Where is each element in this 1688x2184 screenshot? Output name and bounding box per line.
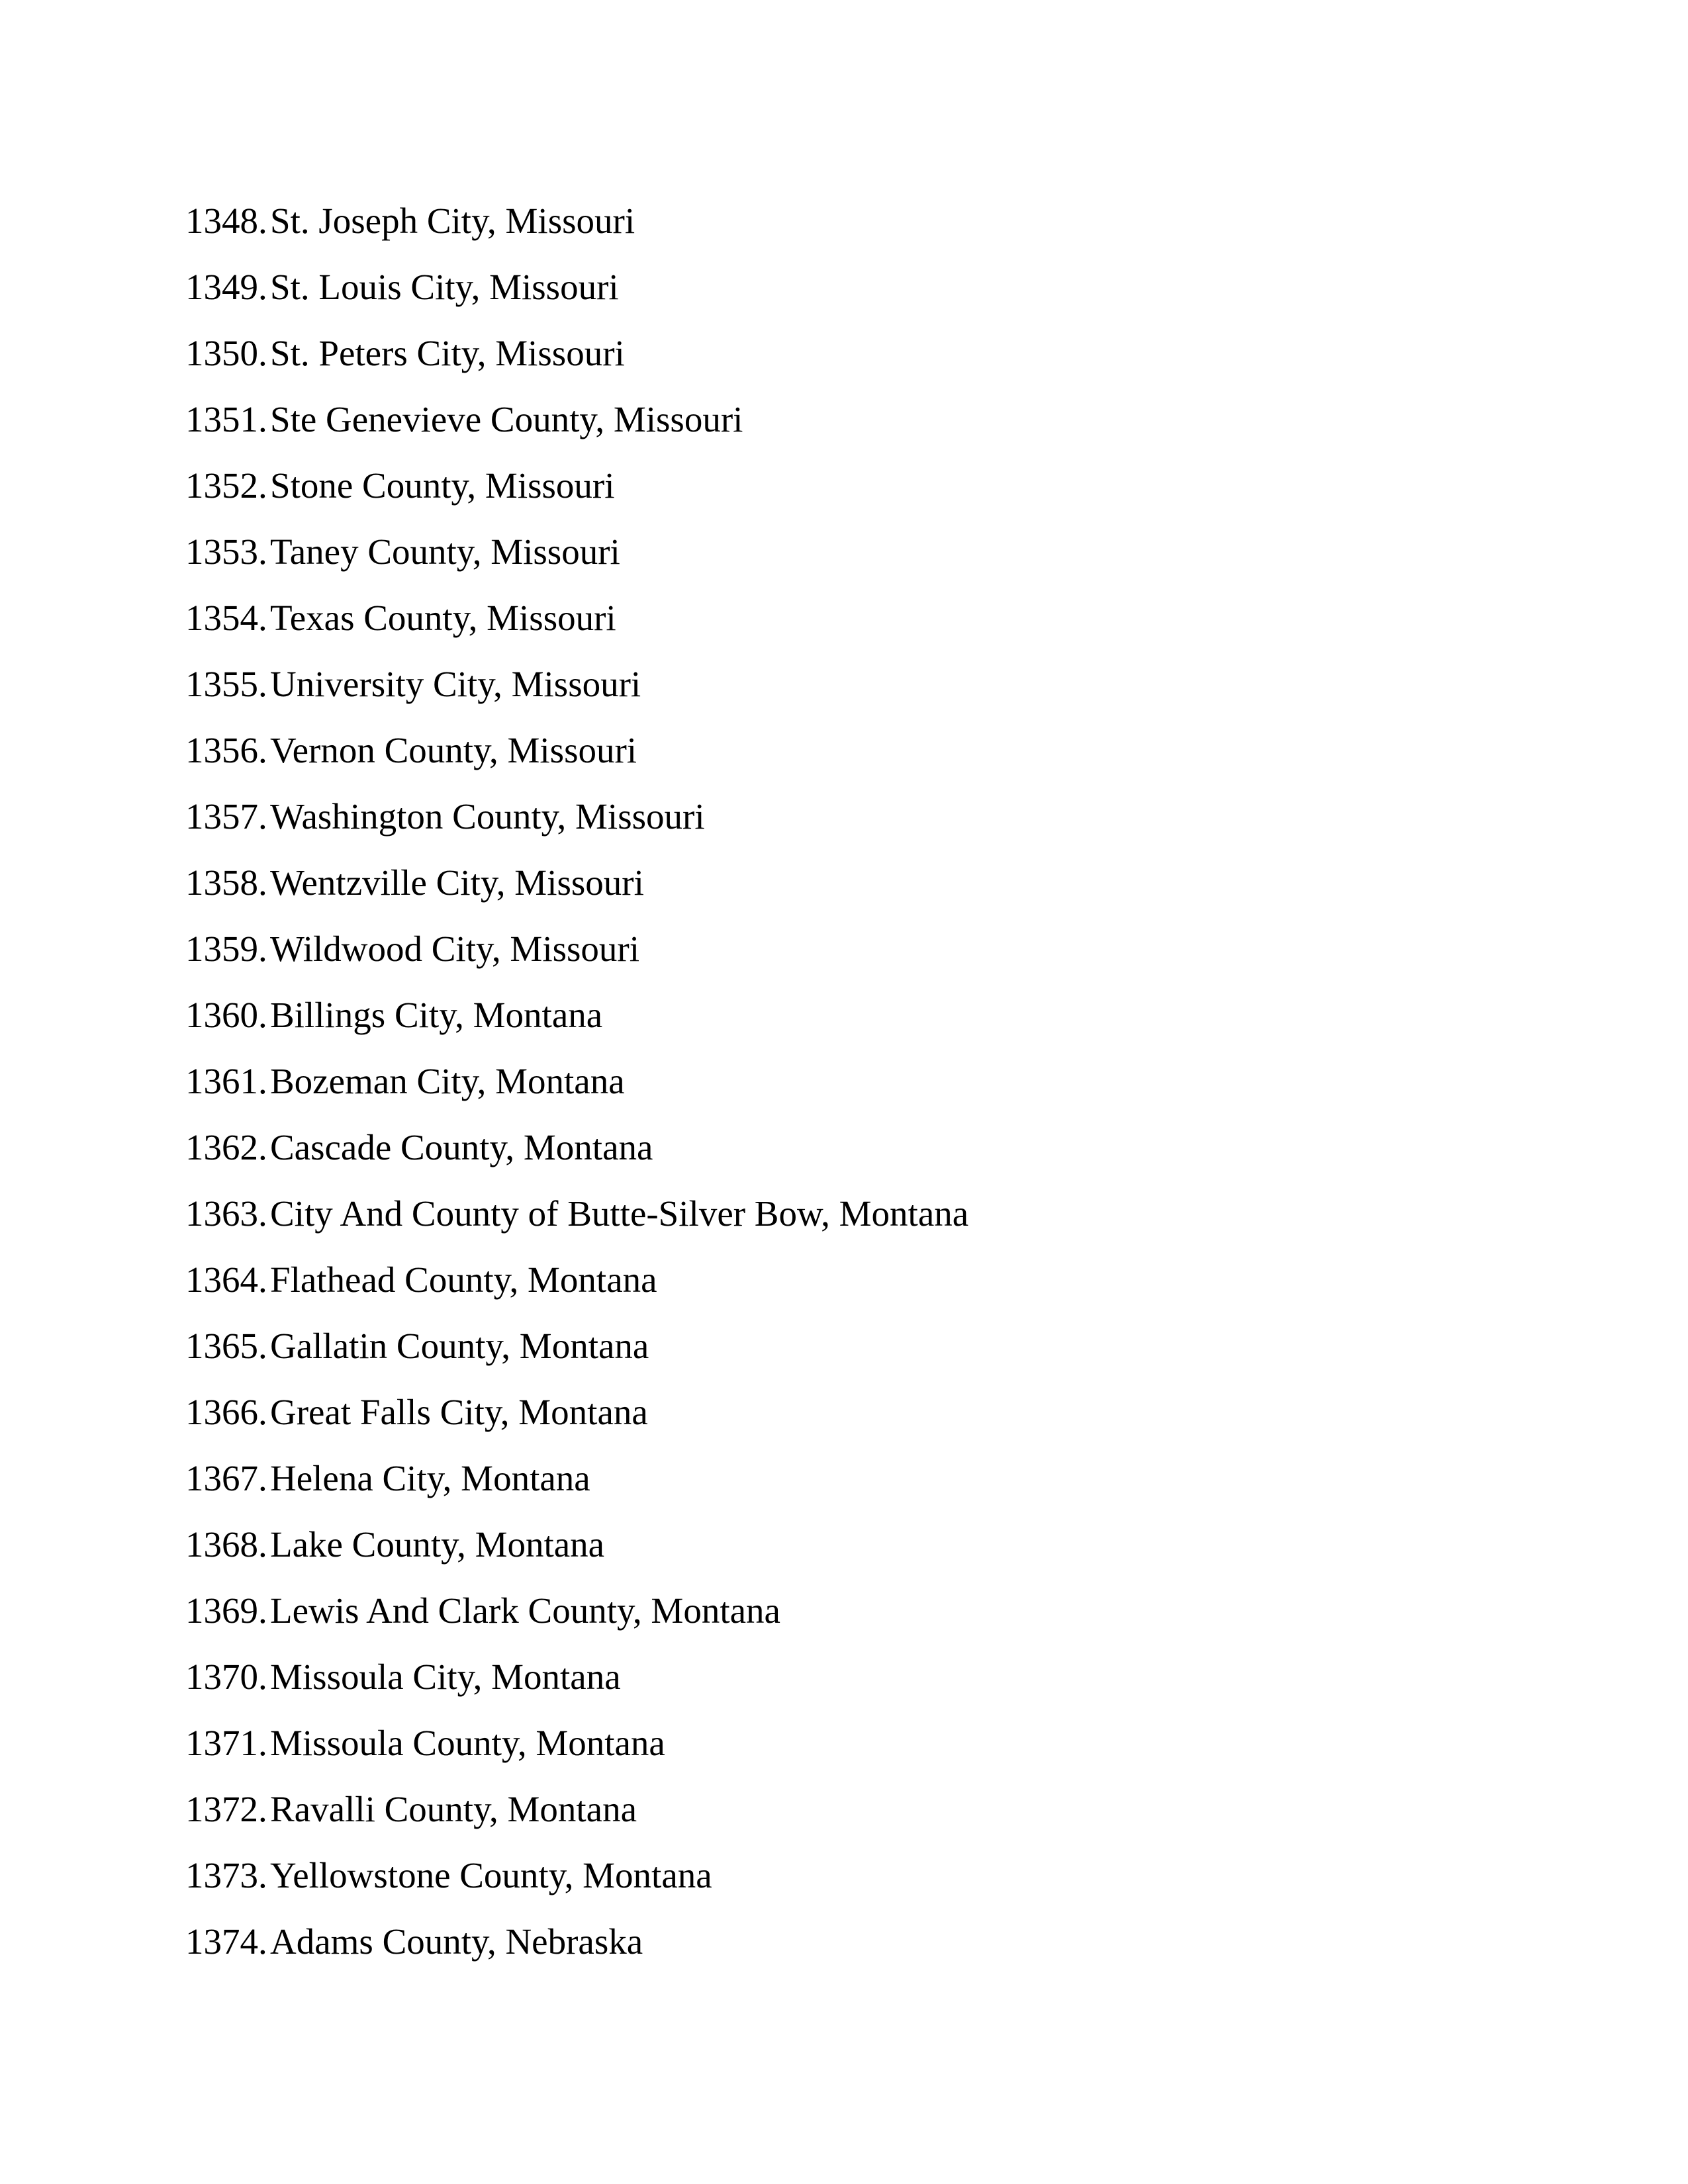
entry-number: 1358. <box>185 862 267 903</box>
entry-number: 1354. <box>185 598 267 638</box>
entry-number: 1351. <box>185 399 267 439</box>
entry-number: 1349. <box>185 267 267 307</box>
list-item <box>185 725 968 791</box>
list-item <box>185 1122 968 1188</box>
entry-text: Ste Genevieve County, Missouri <box>270 399 743 439</box>
entry-text: Helena City, Montana <box>270 1458 590 1498</box>
entry-number: 1365. <box>185 1326 267 1366</box>
entry-text: University City, Missouri <box>270 664 641 704</box>
entry-text: St. Louis City, Missouri <box>270 267 619 307</box>
list-item <box>185 1916 968 1982</box>
entry-text: Bozeman City, Montana <box>270 1061 625 1101</box>
entry-text: Wildwood City, Missouri <box>270 929 640 969</box>
list-item <box>185 195 968 261</box>
list-item <box>185 1188 968 1254</box>
entry-number: 1357. <box>185 796 267 837</box>
list-item <box>185 1387 968 1453</box>
entry-number: 1350. <box>185 333 267 373</box>
entry-text: Vernon County, Missouri <box>270 730 637 770</box>
list-item <box>185 526 968 592</box>
list-item <box>185 659 968 725</box>
entry-text: City And County of Butte-Silver Bow, Montana <box>270 1193 969 1234</box>
entry-text: Gallatin County, Montana <box>270 1326 649 1366</box>
entry-text: Texas County, Missouri <box>270 598 616 638</box>
list-item <box>185 460 968 526</box>
list-item <box>185 1585 968 1651</box>
list-item <box>185 1320 968 1387</box>
entry-number: 1356. <box>185 730 267 770</box>
entry-number: 1348. <box>185 201 267 241</box>
entry-number: 1367. <box>185 1458 267 1498</box>
list-item <box>185 989 968 1056</box>
list-item <box>185 1651 968 1717</box>
list-item <box>185 328 968 394</box>
entry-text: Taney County, Missouri <box>270 531 620 572</box>
entry-number: 1371. <box>185 1723 267 1763</box>
entry-number: 1368. <box>185 1524 267 1565</box>
entry-number: 1370. <box>185 1657 267 1697</box>
entry-number: 1373. <box>185 1855 267 1895</box>
entry-text: Cascade County, Montana <box>270 1127 653 1167</box>
entry-text: Yellowstone County, Montana <box>270 1855 712 1895</box>
entry-text: Missoula County, Montana <box>270 1723 665 1763</box>
entry-number: 1360. <box>185 995 267 1035</box>
entry-number: 1364. <box>185 1259 267 1300</box>
entry-number: 1353. <box>185 531 267 572</box>
entry-number: 1352. <box>185 465 267 506</box>
list-item <box>185 857 968 923</box>
entry-text: Wentzville City, Missouri <box>270 862 644 903</box>
entry-text: Ravalli County, Montana <box>270 1789 637 1829</box>
entry-text: Lewis And Clark County, Montana <box>270 1590 780 1631</box>
list-item <box>185 1254 968 1320</box>
entry-number: 1366. <box>185 1392 267 1432</box>
list-item <box>185 923 968 989</box>
list-item <box>185 1850 968 1916</box>
list-item <box>185 1519 968 1585</box>
list-item <box>185 1453 968 1519</box>
list-item <box>185 592 968 659</box>
entry-text: Stone County, Missouri <box>270 465 615 506</box>
entry-text: Adams County, Nebraska <box>270 1921 643 1962</box>
entry-text: Great Falls City, Montana <box>270 1392 648 1432</box>
entry-text: Lake County, Montana <box>270 1524 605 1565</box>
entry-number: 1372. <box>185 1789 267 1829</box>
entry-text: Missoula City, Montana <box>270 1657 621 1697</box>
entry-text: St. Joseph City, Missouri <box>270 201 635 241</box>
entry-text: Billings City, Montana <box>270 995 603 1035</box>
entry-text: St. Peters City, Missouri <box>270 333 625 373</box>
list-item <box>185 1784 968 1850</box>
list-item <box>185 1056 968 1122</box>
list-item <box>185 1717 968 1784</box>
list-item <box>185 394 968 460</box>
entry-number: 1363. <box>185 1193 267 1234</box>
entry-number: 1361. <box>185 1061 267 1101</box>
entry-number: 1374. <box>185 1921 267 1962</box>
entry-number: 1369. <box>185 1590 267 1631</box>
entry-list <box>185 195 968 1982</box>
list-item <box>185 791 968 857</box>
entry-number: 1355. <box>185 664 267 704</box>
list-item <box>185 261 968 328</box>
entry-number: 1362. <box>185 1127 267 1167</box>
entry-text: Washington County, Missouri <box>270 796 705 837</box>
entry-number: 1359. <box>185 929 267 969</box>
entry-text: Flathead County, Montana <box>270 1259 657 1300</box>
